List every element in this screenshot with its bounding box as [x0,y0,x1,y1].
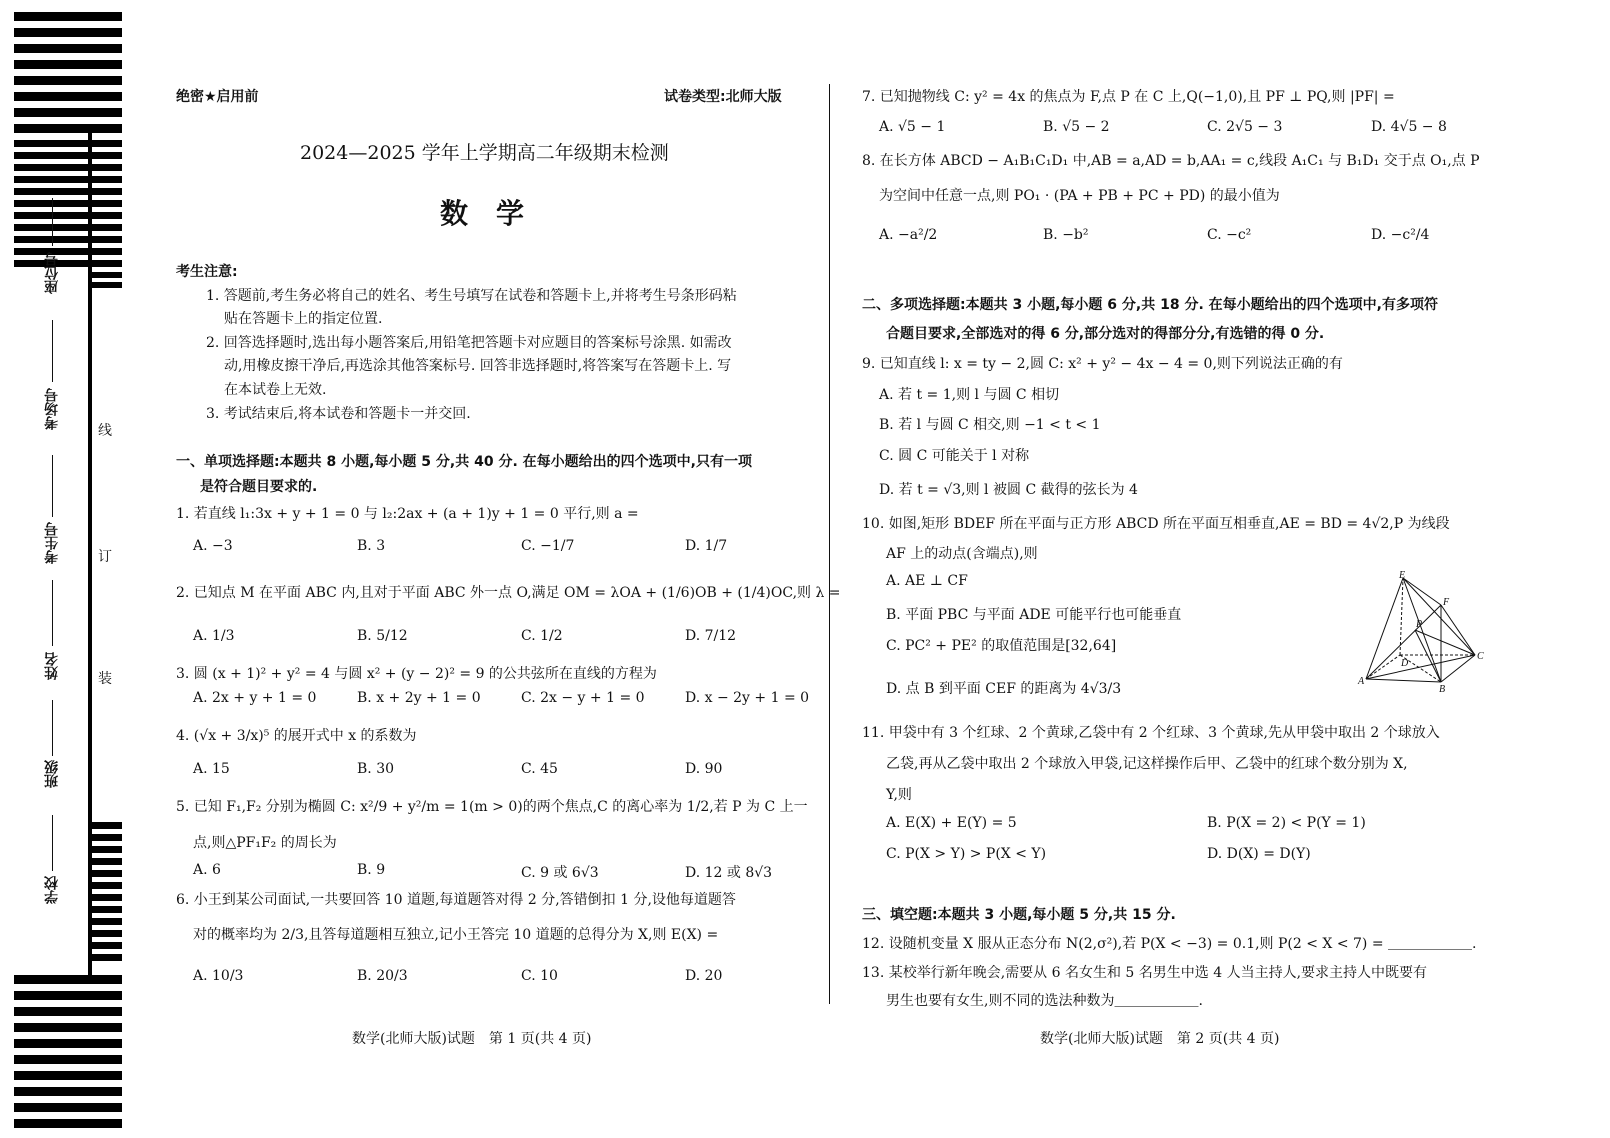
side-fill-room[interactable] [52,320,53,382]
fig-label-p: P [1416,619,1423,630]
fig-label-d: D [1401,658,1409,669]
q1-option-c[interactable]: C. −1/7 [521,538,575,554]
side-label-id: 考生号 [44,522,60,564]
footer-page-2: 数学(北师大版)试题 第 2 页(共 4 页) [1040,1031,1280,1047]
q7-option-b[interactable]: B. √5 − 2 [1043,119,1110,135]
q2-option-a[interactable]: A. 1/3 [193,628,235,644]
side-label-room: 考场号 [44,388,60,430]
notice-line-6: 3. 考试结束后,将本试卷和答题卡一并交回. [206,406,471,422]
side-fill-seat[interactable] [52,198,53,246]
header-confidential: 绝密★启用前 [176,89,259,105]
fig-label-a: A [1358,676,1365,687]
q10-stem-cont: AF 上的动点(含端点),则 [886,546,1038,562]
fig-label-b: B [1439,684,1446,694]
notice-line-2: 贴在答题卡上的指定位置. [224,311,383,327]
q5-option-a[interactable]: A. 6 [193,862,221,878]
q5-stem: 5. 已知 F₁,F₂ 分别为椭圆 C: x²/9 + y²/m = 1(m > 0)的两个焦点,C 的离心率为 1/2,若 P 为 C 上一 [176,799,808,815]
q11-option-a[interactable]: A. E(X) + E(Y) = 5 [886,815,1017,831]
q7-stem: 7. 已知抛物线 C: y² = 4x 的焦点为 F,点 P 在 C 上,Q(−1,0),且 PF ⊥ PQ,则 |PF| = [862,89,1395,105]
q9-option-b[interactable]: B. 若 l 与圆 C 相交,则 −1 < t < 1 [879,417,1101,433]
q4-option-c[interactable]: C. 45 [521,761,558,777]
notice-line-3: 2. 回答选择题时,选出每小题答案后,用铅笔把答题卡对应题目的答案标号涂黑. 如需改 [206,335,732,351]
section2-heading: 二、多项选择题:本题共 3 小题,每小题 6 分,共 18 分. 在每小题给出的四个选项中,有多项符 [862,297,1438,313]
q1-option-a[interactable]: A. −3 [193,538,233,554]
q10-option-b[interactable]: B. 平面 PBC 与平面 ADE 可能平行也可能垂直 [886,607,1182,623]
header-exam-type: 试卷类型:北师大版 [664,89,782,105]
q4-option-b[interactable]: B. 30 [357,761,395,777]
q8-option-d[interactable]: D. −c²/4 [1371,227,1430,243]
q11-option-b[interactable]: B. P(X = 2) < P(Y = 1) [1207,815,1366,831]
q8-stem: 8. 在长方体 ABCD − A₁B₁C₁D₁ 中,AB = a,AD = b,AA₁ = c,线段 A₁C₁ 与 B₁D₁ 交于点 O₁,点 P [862,153,1480,169]
q11-stem: 11. 甲袋中有 3 个红球、2 个黄球,乙袋中有 2 个红球、3 个黄球,先从甲袋中取出 2 个球放入 [862,725,1440,741]
q10-stem: 10. 如图,矩形 BDEF 所在平面与正方形 ABCD 所在平面互相垂直,AE = BD = 4√2,P 为线段 [862,516,1450,532]
side-fill-school[interactable] [52,815,53,871]
q6-option-a[interactable]: A. 10/3 [193,968,244,984]
side-fill-class[interactable] [52,700,53,756]
q6-option-b[interactable]: B. 20/3 [357,968,408,984]
q9-option-a[interactable]: A. 若 t = 1,则 l 与圆 C 相切 [879,387,1060,403]
q10-geometry-figure [1355,570,1495,694]
side-label-seat: 座位号 [44,252,60,294]
q11-stem-cont-2: Y,则 [886,787,912,803]
q10-option-d[interactable]: D. 点 B 到平面 CEF 的距离为 4√3/3 [886,681,1122,697]
binding-mark-ding: 订 [98,549,112,565]
q3-stem: 3. 圆 (x + 1)² + y² = 4 与圆 x² + (y − 2)² = 9 的公共弦所在直线的方程为 [176,666,657,682]
fig-label-e: E [1399,570,1406,581]
q6-option-c[interactable]: C. 10 [521,968,558,984]
q3-option-b[interactable]: B. x + 2y + 1 = 0 [357,690,481,706]
q1-option-d[interactable]: D. 1/7 [685,538,728,554]
footer-page-1: 数学(北师大版)试题 第 1 页(共 4 页) [352,1031,592,1047]
q7-option-d[interactable]: D. 4√5 − 8 [1371,119,1447,135]
q2-option-c[interactable]: C. 1/2 [521,628,563,644]
q3-option-d[interactable]: D. x − 2y + 1 = 0 [685,690,810,706]
q12-stem[interactable]: 12. 设随机变量 X 服从正态分布 N(2,σ²),若 P(X < −3) = 0.1,则 P(2 < X < 7) = ＿＿＿＿＿＿. [862,936,1477,952]
q11-stem-cont-1: 乙袋,再从乙袋中取出 2 个球放入甲袋,记这样操作后甲、乙袋中的红球个数分别为 X, [886,756,1408,772]
q10-option-c[interactable]: C. PC² + PE² 的取值范围是[32,64] [886,638,1117,654]
q6-option-d[interactable]: D. 20 [685,968,723,984]
q4-option-d[interactable]: D. 90 [685,761,723,777]
q6-stem-cont: 对的概率均为 2/3,且答每道题相互独立,记小王答完 10 道题的总得分为 X,则 E(X) = [193,927,719,943]
q2-stem: 2. 已知点 M 在平面 ABC 内,且对于平面 ABC 外一点 O,满足 OM = λOA + (1/6)OB + (1/4)OC,则 λ = [176,585,841,601]
notice-line-1: 1. 答题前,考生务必将自己的姓名、考生号填写在试卷和答题卡上,并将考生号条形码粘 [206,288,737,304]
q8-option-a[interactable]: A. −a²/2 [879,227,938,243]
exam-title: 2024—2025 学年上学期高二年级期末检测 [300,142,669,164]
q8-stem-cont: 为空间中任意一点,则 PO₁ · (PA + PB + PC + PD) 的最小值为 [879,188,1280,204]
q13-stem-cont[interactable]: 男生也要有女生,则不同的选法种数为＿＿＿＿＿＿. [886,993,1203,1009]
notice-title: 考生注意: [176,264,238,280]
side-fill-id[interactable] [52,455,53,517]
notice-line-5: 在本试卷上无效. [224,382,327,398]
q1-option-b[interactable]: B. 3 [357,538,386,554]
q3-option-c[interactable]: C. 2x − y + 1 = 0 [521,690,645,706]
side-label-class: 班级 [44,760,60,788]
fig-label-f: F [1443,597,1450,608]
section3-heading: 三、填空题:本题共 3 小题,每小题 5 分,共 15 分. [862,907,1176,923]
q4-option-a[interactable]: A. 15 [193,761,230,777]
q7-option-c[interactable]: C. 2√5 − 3 [1207,119,1283,135]
q9-option-c[interactable]: C. 圆 C 可能关于 l 对称 [879,448,1030,464]
q7-option-a[interactable]: A. √5 − 1 [879,119,946,135]
q5-option-c[interactable]: C. 9 或 6√3 [521,865,599,881]
q3-option-a[interactable]: A. 2x + y + 1 = 0 [193,690,317,706]
q5-option-d[interactable]: D. 12 或 8√3 [685,865,773,881]
q1-stem: 1. 若直线 l₁:3x + y + 1 = 0 与 l₂:2ax + (a + 1)y + 1 = 0 平行,则 a = [176,506,639,522]
q8-option-c[interactable]: C. −c² [1207,227,1252,243]
q13-stem: 13. 某校举行新年晚会,需要从 6 名女生和 5 名男生中选 4 人当主持人,要求主持人中既要有 [862,965,1428,981]
q5-option-b[interactable]: B. 9 [357,862,386,878]
side-fill-name[interactable] [52,580,53,646]
q2-option-b[interactable]: B. 5/12 [357,628,408,644]
notice-line-4: 动,用橡皮擦干净后,再选涂其他答案标号. 回答非选择题时,将答案写在答题卡上. 写 [224,358,732,374]
section2-heading-cont: 合题目要求,全部选对的得 6 分,部分选对的得部分分,有选错的得 0 分. [886,326,1325,342]
q6-stem: 6. 小王到某公司面试,一共要回答 10 道题,每道题答对得 2 分,答错倒扣 1 分,设他每道题答 [176,892,736,908]
q11-option-c[interactable]: C. P(X > Y) > P(X < Y) [886,846,1047,862]
binding-mark-line: 线 [98,423,112,439]
q10-option-a[interactable]: A. AE ⊥ CF [886,573,968,589]
subject-title: 数 学 [440,197,525,230]
q11-option-d[interactable]: D. D(X) = D(Y) [1207,846,1311,862]
side-label-name: 姓名 [44,652,60,680]
fig-label-c: C [1477,651,1484,662]
q2-option-d[interactable]: D. 7/12 [685,628,737,644]
q4-stem: 4. (√x + 3/x)⁵ 的展开式中 x 的系数为 [176,728,417,744]
section1-heading: 一、单项选择题:本题共 8 小题,每小题 5 分,共 40 分. 在每小题给出的四个选项中,只有一项 [176,454,752,470]
q8-option-b[interactable]: B. −b² [1043,227,1089,243]
side-label-school: 学校 [44,876,60,904]
q5-stem-cont: 点,则△PF₁F₂ 的周长为 [193,835,337,851]
section1-heading-cont: 是符合题目要求的. [200,479,318,495]
q9-stem: 9. 已知直线 l: x = ty − 2,圆 C: x² + y² − 4x − 4 = 0,则下列说法正确的有 [862,356,1343,372]
column-divider [829,84,830,1004]
q9-option-d[interactable]: D. 若 t = √3,则 l 被圆 C 截得的弦长为 4 [879,482,1138,498]
binding-mark-zhuang: 装 [98,671,112,687]
